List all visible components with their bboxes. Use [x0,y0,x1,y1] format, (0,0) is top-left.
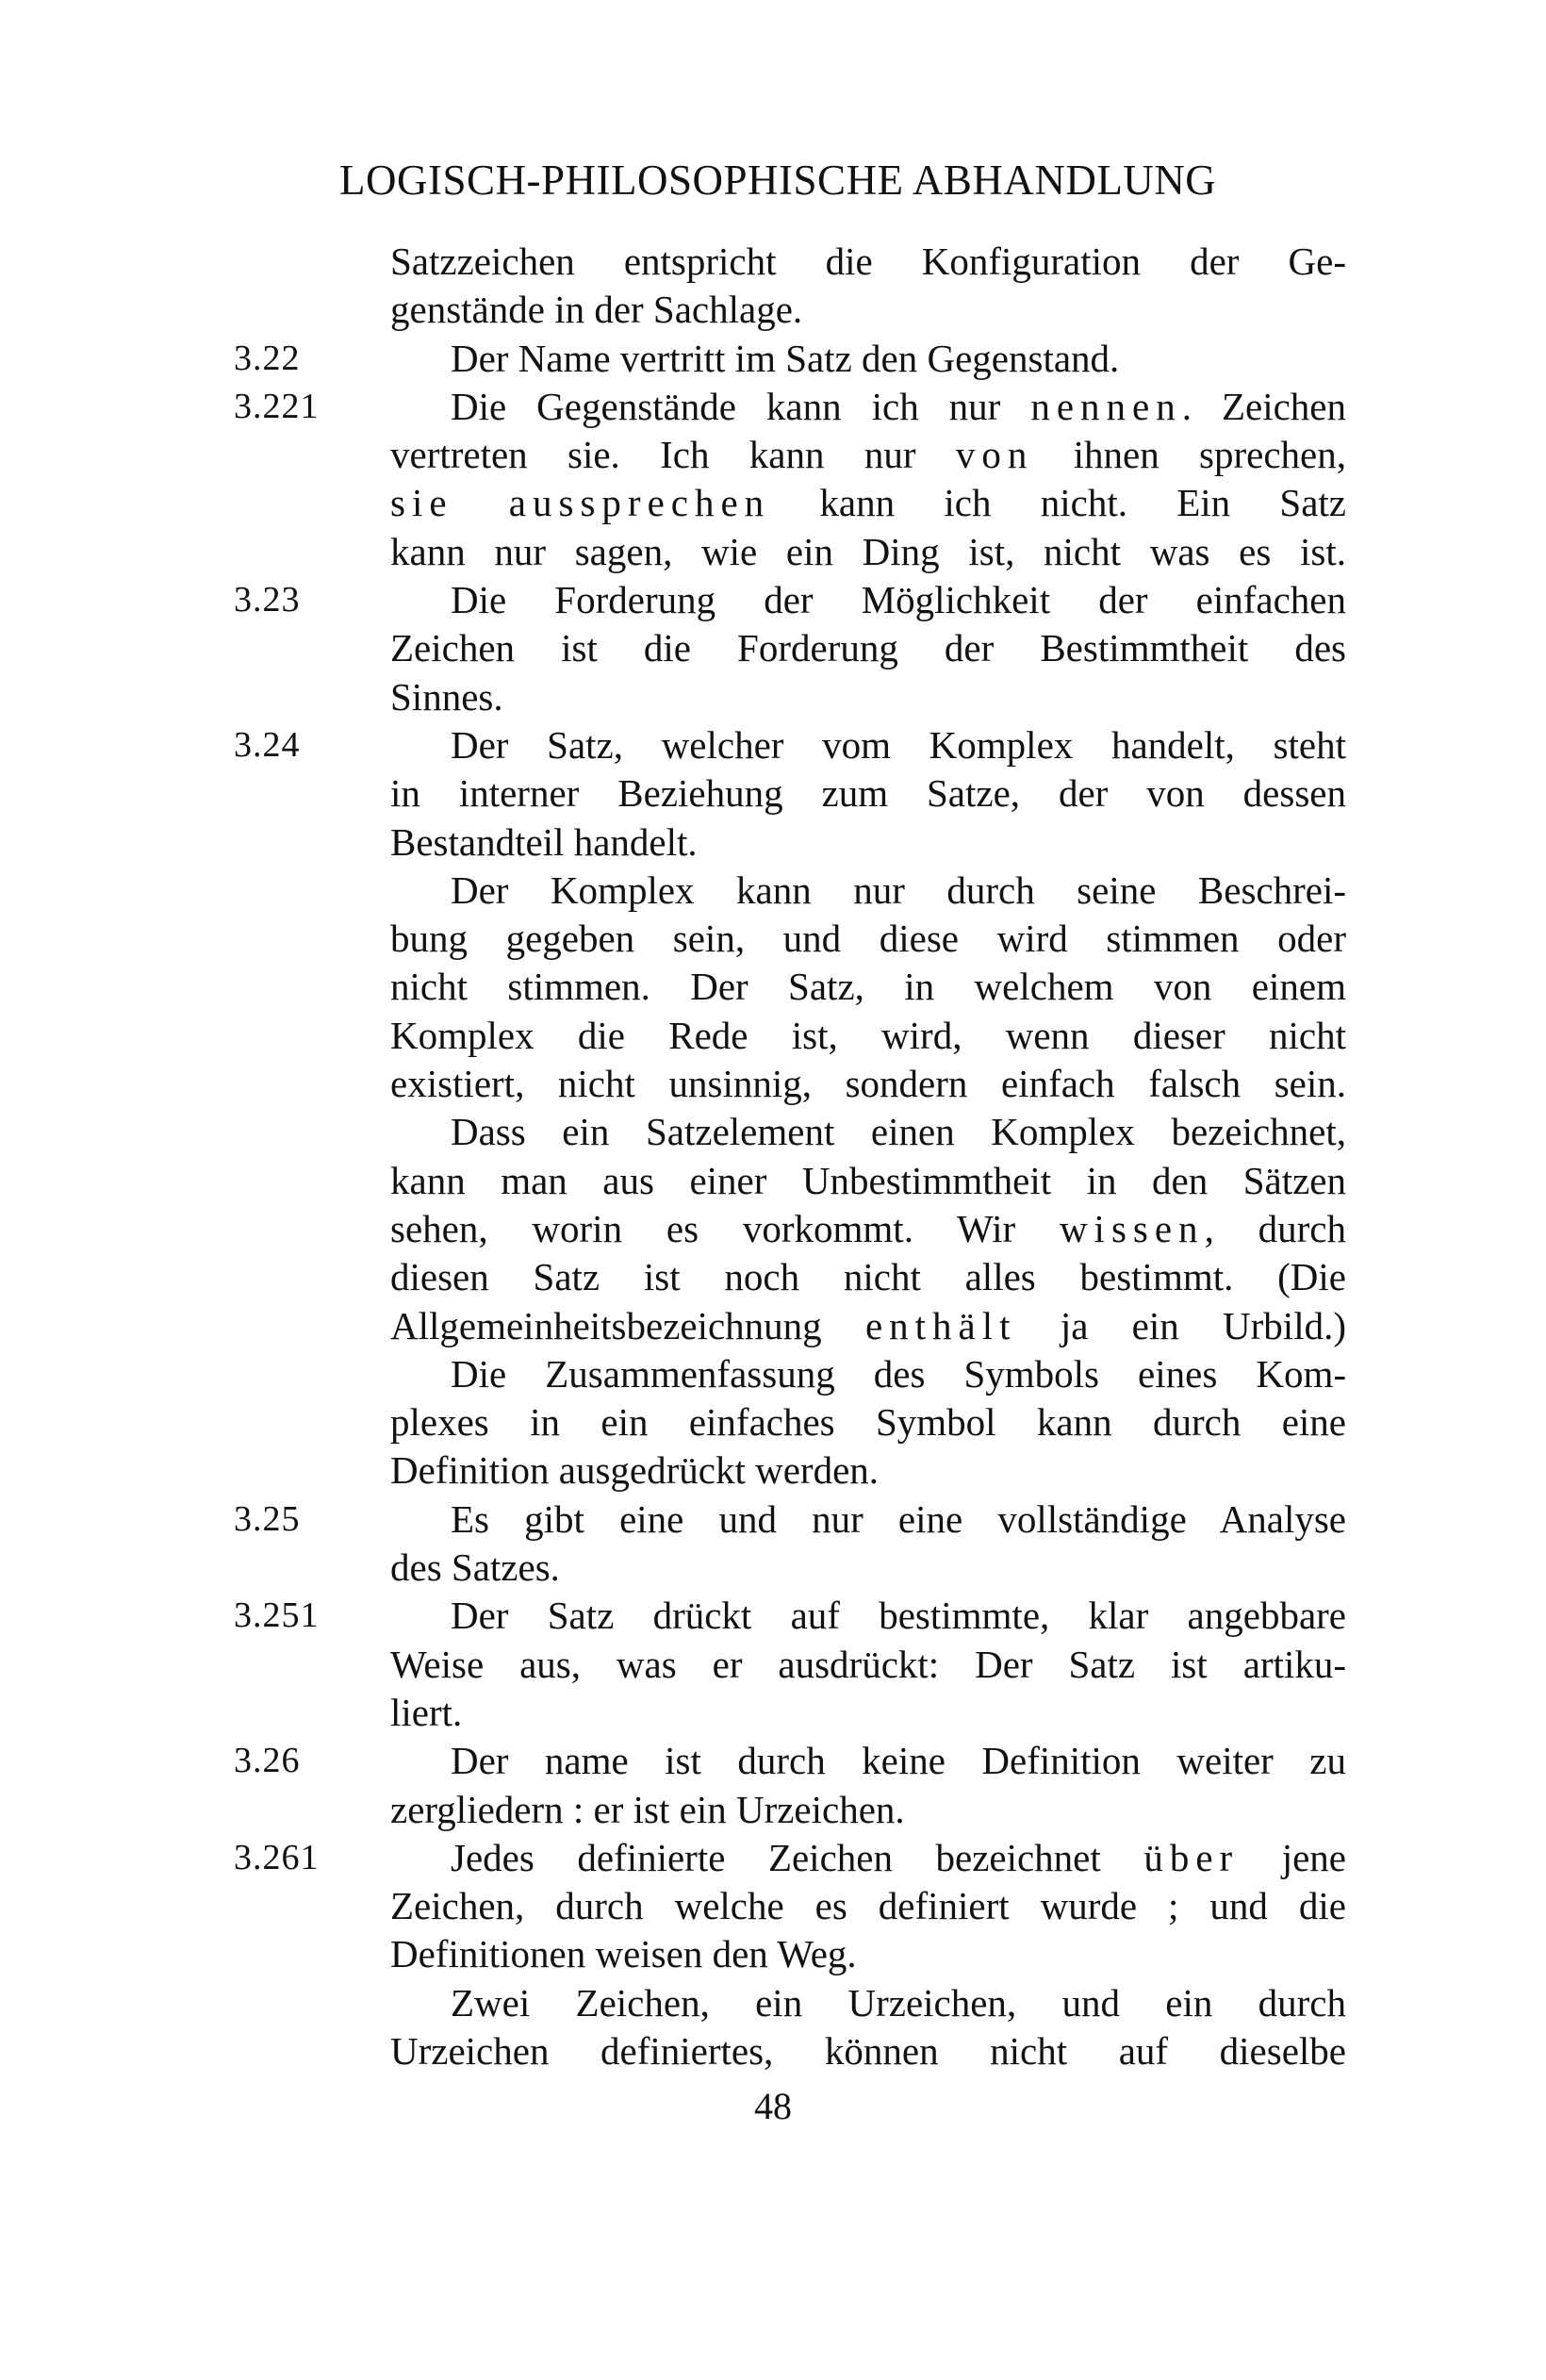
text-line: Komplex die Rede ist, wird, wenn dieser nicht [390,1013,1346,1057]
proposition-number: 3.26 [234,1741,301,1781]
proposition-number: 3.22 [234,338,301,378]
text-line: bung gegeben sein, und diese wird stimmen oder [390,917,1346,961]
text-line: Weise aus, was er ausdrückt: Der Satz ist artiku- [390,1642,1346,1686]
body-text [234,238,1346,2075]
text-line: Die Gegenstände kann ich nur nennen. Zeichen [451,384,1347,428]
text-line: Zeichen ist die Forderung der Bestimmtheit des [390,626,1346,670]
text-line: Der name ist durch keine Definition weiter zu [451,1739,1346,1783]
proposition-number: 3.24 [234,724,301,765]
text-line: plexes in ein einfaches Symbol kann durch eine [390,1400,1346,1445]
text-line: existiert, nicht unsinnig, sondern einfach falsch sein. [390,1062,1346,1106]
text-line: Definition ausgedrückt werden. [390,1448,880,1493]
text-line: Definitionen weisen den Weg. [390,1932,857,1976]
text-line: Jedes definierte Zeichen bezeichnet über jene [451,1835,1346,1879]
text-line: Zwei Zeichen, ein Urzeichen, und ein durch [451,1980,1346,2025]
proposition-3-23 [234,576,1346,721]
proposition-number: 3.251 [234,1595,320,1636]
proposition-number: 3.261 [234,1837,320,1877]
text-line: nicht stimmen. Der Satz, in welchem von einem [390,965,1346,1009]
proposition-3-26 [234,1737,1346,1834]
running-head: LOGISCH-PHILOSOPHISCHE ABHANDLUNG [339,157,1217,204]
text-line: Die Forderung der Möglichkeit der einfachen [451,578,1346,622]
proposition-3-261 [234,1834,1346,2075]
proposition-3-221 [234,383,1346,576]
carryover-paragraph [234,238,1346,335]
text-line: Zeichen, durch welche es definiert wurde ; und die [390,1884,1346,1928]
page-number: 48 [754,2085,792,2127]
proposition-3-22 [234,335,1346,383]
text-line: kann man aus einer Unbestimmtheit in den Sätzen [390,1158,1346,1202]
proposition-number: 3.23 [234,580,301,620]
proposition-3-25 [234,1496,1346,1593]
text-line: in interner Beziehung zum Satze, der von dessen [390,771,1346,816]
text-line: Sinnes. [390,674,503,719]
proposition-number: 3.221 [234,386,320,426]
text-line: Es gibt eine und nur eine vollständige Analyse [451,1496,1346,1541]
text-line: Dass ein Satzelement einen Komplex bezeichnet, [451,1110,1346,1154]
text-line: Satzzeichen entspricht die Konfiguration der Ge- [390,240,1346,283]
text-line: Der Satz, welcher vom Komplex handelt, steht [451,722,1346,767]
proposition-3-251 [234,1592,1346,1737]
text-line: Der Komplex kann nur durch seine Beschrei- [451,868,1346,912]
text-line: sehen, worin es vorkommt. Wir wissen, durch [390,1206,1346,1250]
text-line: Urzeichen definiertes, können nicht auf dieselbe [390,2028,1346,2073]
text-line: Der Satz drückt auf bestimmte, klar angebbare [451,1594,1346,1638]
text-line: kann nur sagen, wie ein Ding ist, nicht was es ist. [390,529,1346,573]
proposition-number: 3.25 [234,1498,301,1539]
text-line: des Satzes. [390,1545,560,1590]
text-line: genstände in der Sachlage. [390,288,803,332]
proposition-3-24 [234,721,1346,1496]
text-line: Der Name vertritt im Satz den Gegenstand. [451,336,1120,380]
text-line: diesen Satz ist noch nicht alles bestimmt. (Die [390,1255,1346,1299]
text-line: Die Zusammenfassung des Symbols eines Kom- [451,1351,1346,1396]
text-line: Allgemeinheitsbezeichnung enthält ja ein Urbild.) [390,1303,1346,1347]
text-line: sie aussprechen kann ich nicht. Ein Satz [390,481,1347,525]
text-line: liert. [390,1690,463,1734]
text-line: vertreten sie. Ich kann nur von ihnen sprechen, [390,433,1347,477]
text-line: zergliedern : er ist ein Urzeichen. [390,1787,905,1831]
text-line: Bestandteil handelt. [390,819,698,864]
